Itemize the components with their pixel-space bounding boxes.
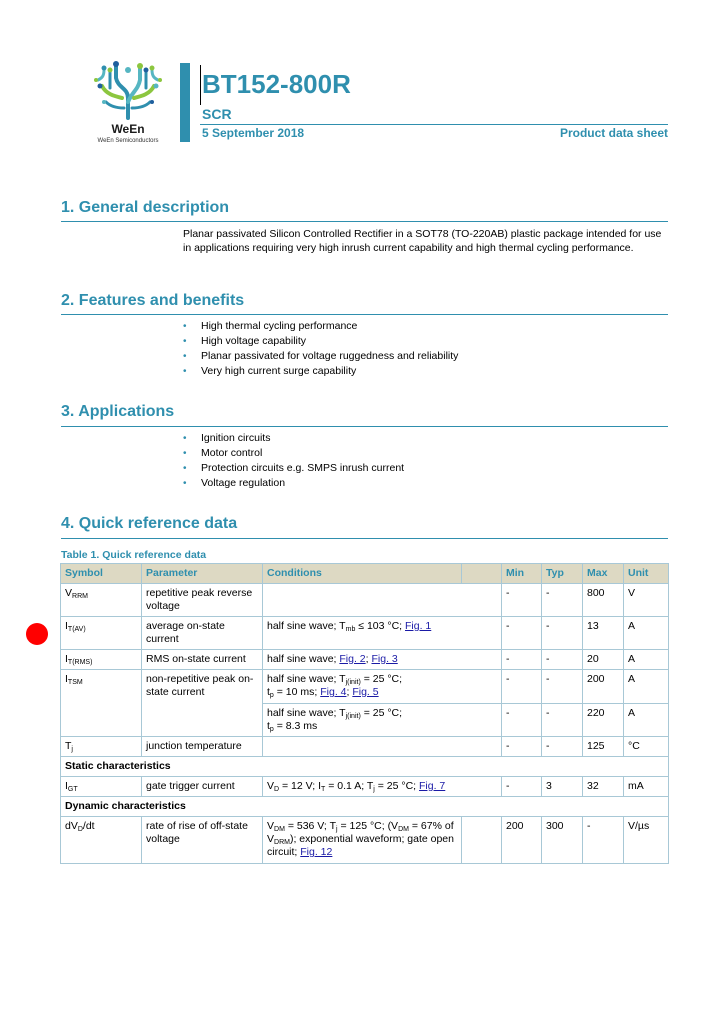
bullet-icon: • — [183, 463, 187, 474]
conditions-cell: $V_D = 12$ V; $I_T = 0.1$ A; $T_j = 25$ °C; Fig. 7 — [263, 777, 502, 797]
parameter-cell: RMS on-state current — [142, 650, 263, 670]
bullet-icon: • — [183, 321, 187, 332]
bullet-icon: • — [183, 478, 187, 489]
unit-cell: A — [624, 704, 669, 737]
unit-cell: V — [624, 584, 669, 617]
typ-cell: - — [542, 704, 583, 737]
typ-cell: - — [542, 584, 583, 617]
blank-cell — [462, 817, 502, 864]
document-title: BT152-800R — [202, 69, 351, 99]
column-header-blank — [462, 564, 502, 584]
parameter-cell: average on-state current — [142, 617, 263, 650]
figure-link[interactable]: Fig. 1 — [405, 620, 432, 632]
table-category-row — [61, 757, 669, 777]
list-item: • Ignition circuits — [183, 432, 271, 444]
max-cell: 125 — [583, 737, 624, 757]
brand-tagline: WeEn Semiconductors — [97, 138, 159, 144]
list-item: • Motor control — [183, 447, 263, 459]
conditions-cell: half sine wave; $T_{j(init)} = 25$ °C; $t_p = 8.3$ ms — [263, 704, 502, 737]
list-item: • High thermal cycling performance — [183, 320, 358, 332]
brand-name: WeEn — [111, 122, 145, 136]
min-cell: - — [502, 777, 542, 797]
symbol-cell: $dV_D/dt$ — [61, 817, 142, 864]
bullet-icon: • — [183, 351, 187, 362]
parameter-cell: gate trigger current — [142, 777, 263, 797]
typ-cell: - — [542, 737, 583, 757]
figure-link[interactable]: Fig. 5 — [352, 686, 379, 698]
conditions-cell — [263, 737, 502, 757]
typ-cell: - — [542, 617, 583, 650]
typ-cell: - — [542, 670, 583, 704]
unit-cell: mA — [624, 777, 669, 797]
typ-cell: - — [542, 650, 583, 670]
bullet-icon: • — [183, 366, 187, 377]
table-caption: Table 1. Quick reference data — [61, 549, 207, 561]
column-header-unit: Unit — [624, 564, 669, 584]
max-cell: 200 — [583, 670, 624, 704]
figure-link[interactable]: Fig. 7 — [419, 780, 446, 792]
symbol-cell: $I_{T(AV)}$ — [61, 617, 142, 650]
conditions-cell: $V_{DM} = 536$ V; $T_j = 125$ °C; ($V_{DM} = 67\%$ of $V_{DRM}$); exponential waveform; gate open circuit; Fig. 12 — [263, 817, 462, 864]
parameter-cell: repetitive peak reverse voltage — [142, 584, 263, 617]
category-dynamic-characteristics: Dynamic characteristics — [61, 797, 669, 817]
category-static-characteristics: Static characteristics — [61, 757, 669, 777]
symbol-cell: $V_{RRM}$ — [61, 584, 142, 617]
bullet-icon: • — [183, 336, 187, 347]
table-row — [61, 777, 669, 797]
column-header-min: Min — [502, 564, 542, 584]
bullet-icon: • — [183, 433, 187, 444]
figure-link[interactable]: Fig. 4 — [320, 686, 347, 698]
max-cell: 32 — [583, 777, 624, 797]
column-header-max: Max — [583, 564, 624, 584]
ween-logo — [88, 58, 168, 150]
header-accent-bar — [180, 63, 190, 142]
min-cell: - — [502, 670, 542, 704]
conditions-cell: half sine wave; $T_{j(init)} = 25$ °C; $t_p = 10$ ms; Fig. 4; Fig. 5 — [263, 670, 502, 704]
quick-reference-table — [60, 563, 669, 864]
min-cell: - — [502, 584, 542, 617]
column-header-conditions: Conditions — [263, 564, 462, 584]
min-cell: - — [502, 737, 542, 757]
typ-cell: 300 — [542, 817, 583, 864]
max-cell: 13 — [583, 617, 624, 650]
unit-cell: A — [624, 670, 669, 704]
section-title-applications: 3. Applications — [61, 403, 175, 420]
section-divider — [61, 538, 668, 539]
table-header-row — [61, 564, 669, 584]
figure-link[interactable]: Fig. 3 — [371, 653, 398, 665]
document-date: 5 September 2018 — [202, 126, 305, 140]
table-row — [61, 650, 669, 670]
figure-link[interactable]: Fig. 2 — [339, 653, 366, 665]
min-cell: - — [502, 617, 542, 650]
section-divider — [61, 221, 668, 222]
table-row — [61, 584, 669, 617]
red-dot-marker — [26, 623, 48, 645]
figure-link[interactable]: Fig. 12 — [300, 846, 333, 858]
general-description-text: Planar passivated Silicon Controlled Rectifier in a SOT78 (TO-220AB) plastic package intended for use in applications requiring very high inrush current capability and high thermal cycling performance. — [183, 228, 662, 254]
table-row — [61, 737, 669, 757]
symbol-cell: $T_j$ — [61, 737, 142, 757]
list-item: • Voltage regulation — [183, 477, 286, 489]
min-cell: - — [502, 704, 542, 737]
document-subtitle: SCR — [202, 106, 232, 122]
max-cell: 220 — [583, 704, 624, 737]
table-row — [61, 817, 669, 864]
column-header-symbol: Symbol — [61, 564, 142, 584]
table-row — [61, 670, 669, 704]
max-cell: 20 — [583, 650, 624, 670]
unit-cell: V/µs — [624, 817, 669, 864]
list-item: • Protection circuits e.g. SMPS inrush current — [183, 462, 405, 474]
header-divider — [200, 124, 668, 125]
max-cell: 800 — [583, 584, 624, 617]
section-divider — [61, 426, 668, 427]
conditions-cell: half sine wave; $T_{mb} \le 103$ °C; Fig. 1 — [263, 617, 502, 650]
unit-cell: °C — [624, 737, 669, 757]
list-item: • High voltage capability — [183, 335, 307, 347]
section-title-general: 1. General description — [61, 199, 230, 216]
table-row — [61, 617, 669, 650]
bullet-icon: • — [183, 448, 187, 459]
parameter-cell: junction temperature — [142, 737, 263, 757]
table-category-row — [61, 797, 669, 817]
text-cursor — [200, 65, 201, 105]
list-item: • Very high current surge capability — [183, 365, 357, 377]
conditions-cell — [263, 584, 502, 617]
symbol-cell: $I_{T(RMS)}$ — [61, 650, 142, 670]
conditions-cell: half sine wave; Fig. 2; Fig. 3 — [263, 650, 502, 670]
symbol-cell: $I_{GT}$ — [61, 777, 142, 797]
symbol-cell: $I_{TSM}$ — [61, 670, 142, 737]
section-title-features: 2. Features and benefits — [61, 292, 245, 309]
column-header-parameter: Parameter — [142, 564, 263, 584]
section-title-quick-reference: 4. Quick reference data — [61, 515, 238, 532]
min-cell: - — [502, 650, 542, 670]
tree-logo-icon — [88, 58, 168, 120]
min-cell: 200 — [502, 817, 542, 864]
max-cell: - — [583, 817, 624, 864]
section-divider — [61, 314, 668, 315]
features-list — [183, 319, 458, 379]
applications-list — [183, 431, 404, 491]
parameter-cell: non-repetitive peak on-state current — [142, 670, 263, 737]
list-item: • Planar passivated for voltage ruggedness and reliability — [183, 350, 459, 362]
typ-cell: 3 — [542, 777, 583, 797]
column-header-typ: Typ — [542, 564, 583, 584]
parameter-cell: rate of rise of off-state voltage — [142, 817, 263, 864]
unit-cell: A — [624, 617, 669, 650]
unit-cell: A — [624, 650, 669, 670]
document-type: Product data sheet — [559, 126, 668, 140]
